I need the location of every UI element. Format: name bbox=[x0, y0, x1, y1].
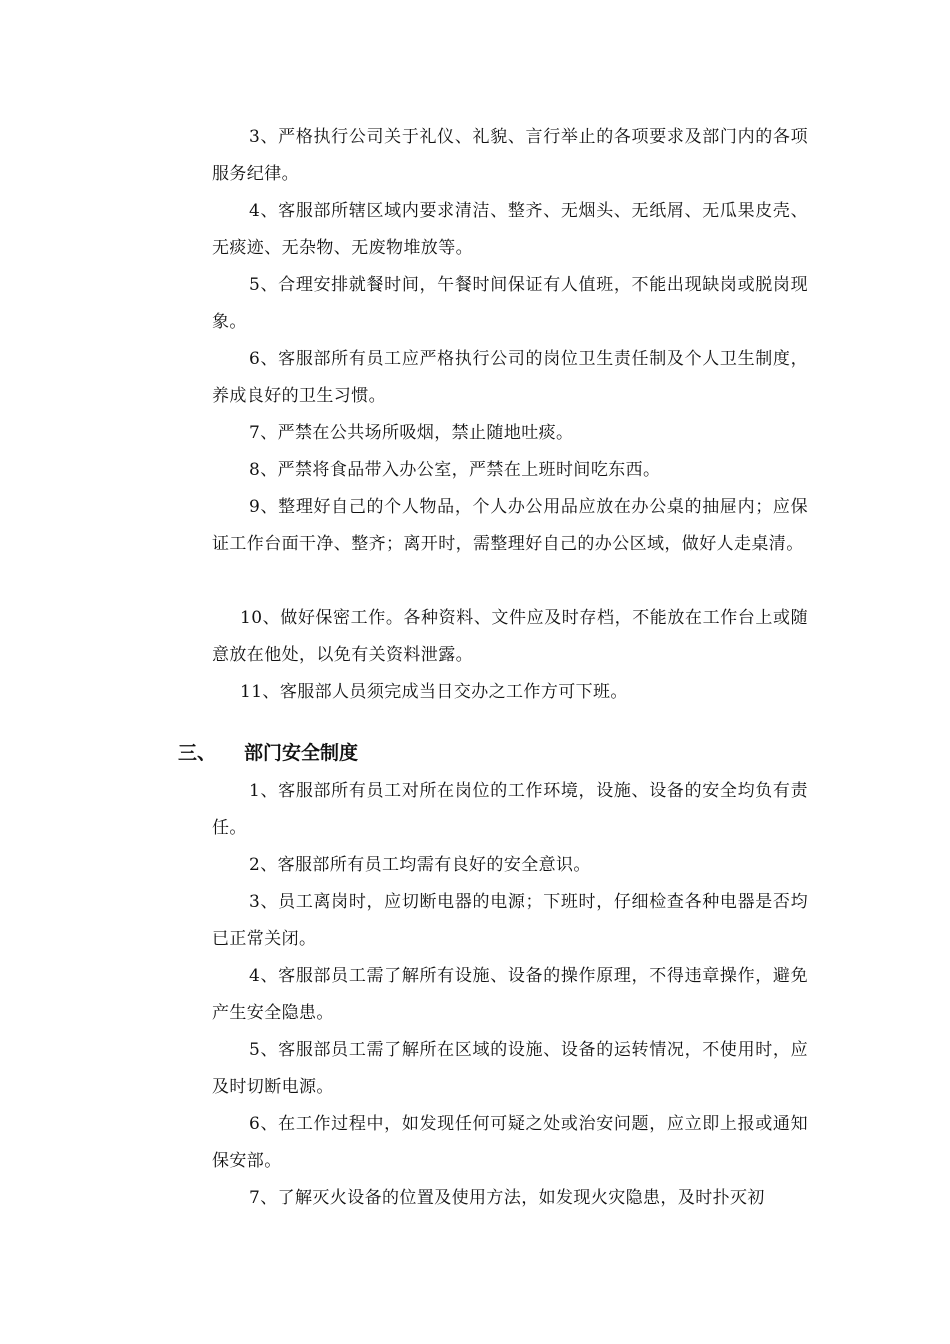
safety-item-7: 7、了解灭火设备的位置及使用方法，如发现火灾隐患，及时扑灭初 bbox=[249, 1188, 765, 1208]
rule-item-6: 6、客服部所有员工应严格执行公司的岗位卫生责任制及个人卫生制度，养成良好的卫生习惯。 bbox=[212, 349, 808, 406]
rule-item-10: 10、做好保密工作。各种资料、文件应及时存档，不能放在工作台上或随意放在他处，以免有关资料泄露。 bbox=[212, 608, 808, 665]
safety-item-5: 5、客服部员工需了解所在区域的设施、设备的运转情况，不使用时，应及时切断电源。 bbox=[212, 1040, 808, 1097]
section-number: 三、 bbox=[178, 742, 217, 764]
section-title: 部门安全制度 bbox=[244, 742, 359, 764]
rule-item-11: 11、客服部人员须完成当日交办之工作方可下班。 bbox=[240, 682, 628, 702]
safety-item-3: 3、员工离岗时，应切断电器的电源；下班时，仔细检查各种电器是否均已正常关闭。 bbox=[212, 892, 808, 949]
rule-item-5: 5、合理安排就餐时间，午餐时间保证有人值班，不能出现缺岗或脱岗现象。 bbox=[212, 275, 808, 332]
rule-item-7: 7、严禁在公共场所吸烟，禁止随地吐痰。 bbox=[249, 423, 574, 443]
rule-item-4: 4、客服部所辖区域内要求清洁、整齐、无烟头、无纸屑、无瓜果皮壳、无痰迹、无杂物、无废物堆放等。 bbox=[212, 201, 808, 258]
safety-item-1: 1、客服部所有员工对所在岗位的工作环境，设施、设备的安全均负有责任。 bbox=[212, 781, 808, 838]
section-heading-safety bbox=[178, 733, 358, 773]
rule-item-3: 3、严格执行公司关于礼仪、礼貌、言行举止的各项要求及部门内的各项服务纪律。 bbox=[212, 127, 808, 184]
rule-item-8: 8、严禁将食品带入办公室，严禁在上班时间吃东西。 bbox=[249, 460, 661, 480]
safety-item-2: 2、客服部所有员工均需有良好的安全意识。 bbox=[249, 855, 591, 875]
rule-item-9: 9、整理好自己的个人物品，个人办公用品应放在办公桌的抽屉内；应保证工作台面干净、整齐；离开时，需整理好自己的办公区域，做好人走桌清。 bbox=[212, 497, 808, 554]
safety-item-4: 4、客服部员工需了解所有设施、设备的操作原理，不得违章操作，避免产生安全隐患。 bbox=[212, 966, 808, 1023]
safety-item-6: 6、在工作过程中，如发现任何可疑之处或治安问题，应立即上报或通知保安部。 bbox=[212, 1114, 808, 1171]
